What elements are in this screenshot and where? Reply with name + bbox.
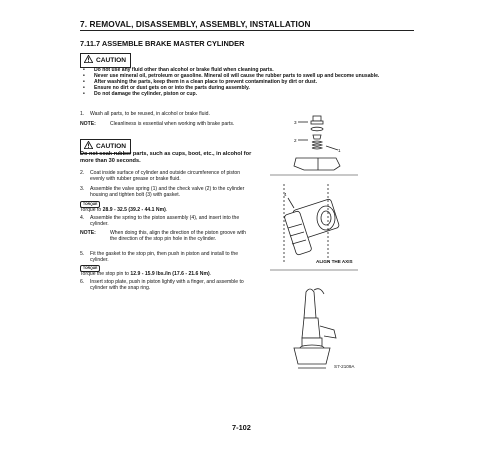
section-title: 7. REMOVAL, DISASSEMBLY, ASSEMBLY, INSTALLATION bbox=[80, 19, 414, 31]
caution-item: • Ensure no dirt or dust gets on or into the parts during assembly. bbox=[83, 85, 250, 92]
note-2: NOTE: When doing this, align the direction of the piston groove with the direction of the stop pin hole in the cylinder. bbox=[80, 230, 246, 243]
callout-3: 3 bbox=[294, 120, 297, 125]
caution-item: • Do not use any fluid other than alcohol or brake fluid when cleaning parts. bbox=[83, 67, 274, 73]
note-1: NOTE: Cleanliness is essential when working with brake parts. bbox=[80, 121, 235, 127]
torque-spec-1: Torque to 28.9 - 32.5 (39.2 - 44.1 Nm). bbox=[80, 207, 168, 213]
torque-badge: TORQUE bbox=[80, 265, 100, 272]
step-3: 3. Assemble the valve spring (1) and the check valve (2) to the cylinder housing and tighten bolt (3) with gasket. bbox=[80, 186, 245, 199]
piston-insertion-view bbox=[284, 182, 340, 262]
figure-id: S7-2109A bbox=[334, 364, 355, 369]
step-2: 2. Coat inside surface of cylinder and outside circumference of piston evenly with rubber grease or brake fluid. bbox=[80, 170, 241, 183]
step-5: 5. Fit the gasket to the stop pin, then push in piston and install to the cylinder. bbox=[80, 251, 239, 264]
snap-ring-view bbox=[294, 289, 336, 368]
caution-text: CAUTION bbox=[96, 57, 127, 64]
step-1: 1. Wash all parts, to be reused, in alcohol or brake fluid. bbox=[80, 111, 210, 117]
callout-2: 2 bbox=[294, 138, 297, 143]
step-6: 6. Insert stop plate, push in piston lightly with a finger, and assemble to cylinder with the snap ring. bbox=[80, 279, 244, 292]
caution-2-text: Do not soak rubber parts, such as cups, boot, etc., in alcohol for more than 30 seconds. bbox=[80, 151, 252, 164]
warning-triangle-icon bbox=[84, 55, 93, 66]
align-axis-label: ALIGN THE AXIS bbox=[316, 259, 353, 264]
torque-spec-2: Torque the stop pin to 12.9 - 15.9 lbs./in (17.6 - 21.6 Nm). bbox=[80, 271, 212, 277]
exploded-view bbox=[294, 116, 340, 170]
master-cylinder-illustration bbox=[268, 112, 360, 388]
caution-label-1 bbox=[80, 53, 131, 68]
torque-badge: TORQUE bbox=[80, 201, 100, 208]
callout-1: 1 bbox=[338, 148, 341, 153]
caution-list bbox=[80, 67, 416, 97]
caution-item: • After washing the parts, keep them in a clean place to prevent contamination by dirt or dust. bbox=[83, 79, 318, 86]
step-4: 4. Assemble the spring to the piston assembly (4), and insert into the cylinder. bbox=[80, 215, 240, 228]
callout-4: 4 bbox=[284, 192, 287, 197]
page-number: 7-102 bbox=[232, 423, 251, 432]
caution-item: • Never use mineral oil, petroleum or gasoline. Mineral oil will cause the rubber parts to swell up and become unusable. bbox=[83, 73, 380, 80]
caution-text: CAUTION bbox=[96, 143, 127, 150]
subsection-title: 7.11.7 ASSEMBLE BRAKE MASTER CYLINDER bbox=[80, 39, 245, 48]
caution-item: • Do not damage the cylinder, piston or cup. bbox=[83, 91, 198, 98]
